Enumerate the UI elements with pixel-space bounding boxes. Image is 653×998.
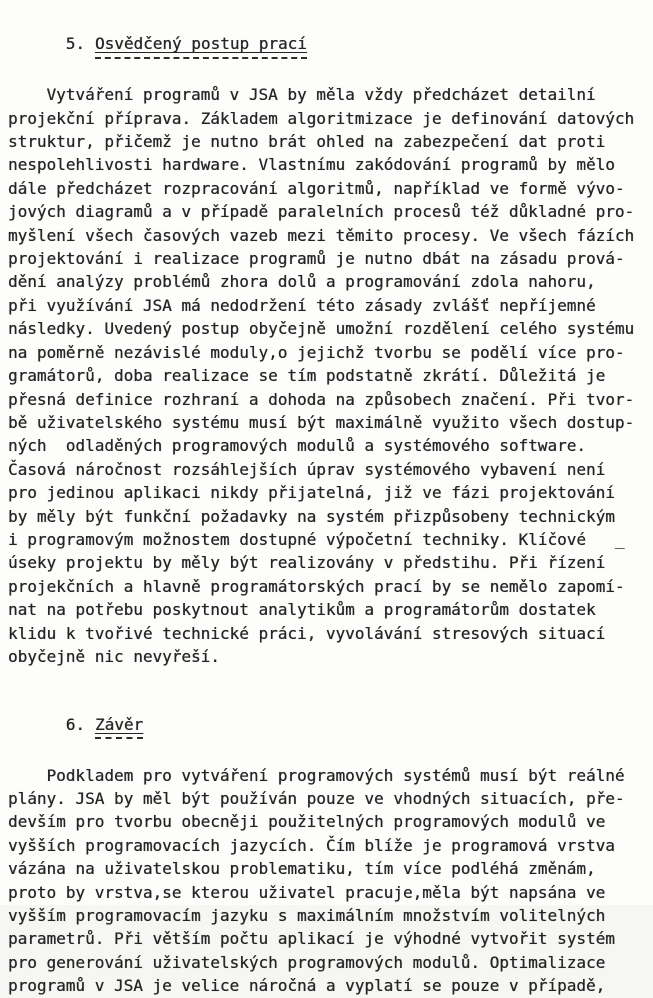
text-line: parametrů. Při větším počtu aplikací je výhodné vytvořit systém [8,929,615,949]
text-line: proto by vrstva,se kterou uživatel pracuje,měla být napsána ve [8,882,606,902]
text-line: úseky projektu by měly být realizovány v předstihu. Při řízení [8,553,606,573]
text-line: by měly být funkční požadavky na systém přizpůsobeny technickým [8,506,615,526]
text-line: i programovým možnostem dostupné výpočetní techniky. Klíčové _ [8,529,625,549]
text-line: Vytváření programů v JSA by měla vždy předcházet detailní [8,85,596,105]
section-heading [8,689,645,762]
text-line: nat na potřebu poskytnout analytikům a programátorům dostatek [8,600,596,620]
text-line: programů v JSA je velice náročná a vyplatí se pouze v případě, [8,976,606,996]
text-line: nespolehlivosti hardware. Vlastnímu zakódování programů by mělo [8,155,615,175]
text-line: na poměrně nezávislé moduly,o jejichž tvorbu se podělí více pro- [8,342,625,362]
text-line: ných odladěných programových modulů a systémového software. [8,436,586,456]
text-line: Podkladem pro vytváření programových systémů musí být reálné [8,765,625,785]
text-line: přesná definice rozhraní a dohoda na způsobech značení. Při tvor- [8,389,635,409]
section-5-osvedceny-postup-praci [8,9,645,668]
text-line: devším pro tvorbu obecněji použitelných programových modulů ve [8,812,606,832]
text-line: vyšším programovacím jazyku s maximálním množstvím volitelných [8,906,606,926]
section-heading [8,9,645,82]
text-line: projekční příprava. Základem algoritmizace je definování datových [8,108,635,128]
text-line: vázána na uživatelskou problematiku, tím více podléhá změnám, [8,859,596,879]
section-number: 6. [65,714,86,734]
section-title: Osvědčený postup prací [95,32,307,58]
section-body-text [8,83,645,668]
text-line: jových diagramů a v případě paralelních procesů též důkladné pro- [8,202,635,222]
text-line: dění analýzy problémů zhora dolů a programování zdola nahoru, [8,272,596,292]
text-line: pro jedinou aplikaci nikdy přijatelná, již ve fázi projektování [8,483,615,503]
section-title: Závěr [95,713,143,739]
text-line: gramátorů, doba realizace se tím podstatně zkrátí. Důležitá je [8,366,606,386]
section-body-text [8,764,645,998]
text-line: dále předcházet rozpracování algoritmů, například ve formě vývo- [8,178,625,198]
text-line: Časová náročnost rozsáhlejších úprav systémového vybavení není [8,459,606,479]
text-line: plány. JSA by měl být používán pouze ve vhodných situacích, pře- [8,789,625,808]
section-number: 5. [65,34,86,54]
section-6-zaver [8,689,645,997]
text-line: při využívání JSA má nedodržení této zásady zvlášť nepříjemné [8,295,596,315]
text-line: následky. Uvedený postup obyčejně umožní rozdělení celého systému [8,319,635,339]
text-line: vyšších programovacích jazycích. Čím blíže je programová vrstva [8,835,615,855]
text-line: obyčejně nic nevyřeší. [8,646,220,666]
text-line: pro generování uživatelských programových modulů. Optimalizace [8,952,606,972]
text-line: klidu k tvořivé technické práci, vyvolávání stresových situací [8,623,606,643]
text-line: struktur, přičemž je nutno brát ohled na zabezpečení dat proti [8,132,606,152]
text-line: projekčních a hlavně programátorských prací by se nemělo zapomí- [8,576,625,596]
text-line: bě uživatelského systému musí být maximálně využito všech dostup- [8,412,635,432]
text-line: myšlení všech časových vazeb mezi těmito procesy. Ve všech fázích [8,225,635,245]
text-line: projektování i realizace programů je nutno dbát na zásadu prová- [8,249,625,269]
